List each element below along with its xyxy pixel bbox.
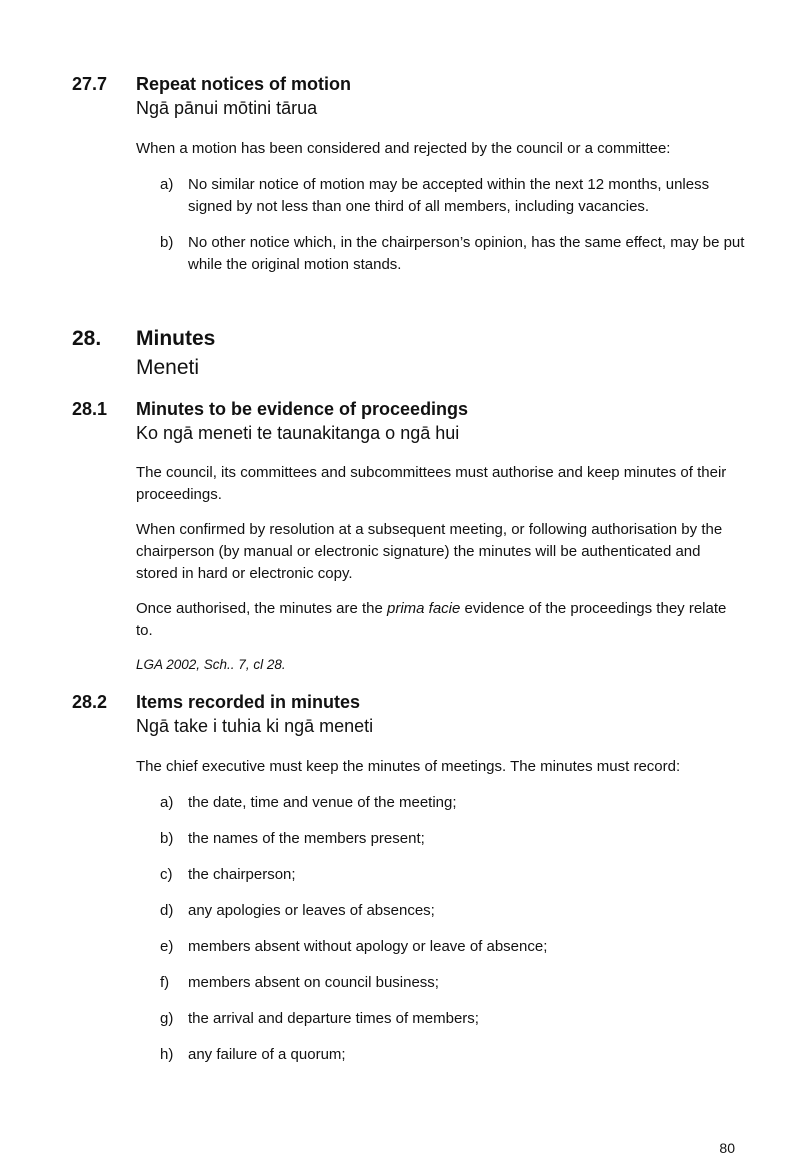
list-item: any apologies or leaves of absences; [188,902,435,919]
list-item-marker: h) [160,1046,174,1063]
list-item: the chairperson; [188,866,296,883]
paragraph: When confirmed by resolution at a subsequent meeting, or following authorisation by the chairperson (by manual or electronic signature) the minutes will be authenticated and stored in hard or electronic copy. [136,521,723,582]
paragraph: The council, its committees and subcommittees must authorise and keep minutes of their proceedings. [136,464,727,503]
list-item-marker: a) [160,794,174,811]
list-item: the arrival and departure times of members; [188,1010,479,1027]
section-number: 27.7 [72,74,108,94]
list-item: members absent without apology or leave of absence; [188,938,548,955]
paragraph [136,598,736,642]
paragraph-text: evidence of the proceedings they relate to. [136,600,727,639]
list-item-marker: a) [160,176,174,193]
section-heading: Minutes [136,327,216,350]
list-item: No similar notice of motion may be accepted within the next 12 months, unless signed by not less than one third of all members, including vacancies. [188,176,710,215]
latin-term: prima facie [386,600,461,617]
list-item-marker: b) [160,830,174,847]
legal-citation: LGA 2002, Sch.. 7, cl 28. [136,657,286,672]
list-item: members absent on council business; [188,974,439,991]
list-item: No other notice which, in the chairperson’s opinion, has the same effect, may be put while the original motion stands. [188,234,745,273]
section-subheading: Ngā take i tuhia ki ngā meneti [136,716,374,736]
list-item: the names of the members present; [188,830,425,847]
paragraph: The chief executive must keep the minutes of meetings. The minutes must record: [136,758,681,775]
list-item: any failure of a quorum; [188,1046,346,1063]
section-subheading: Ngā pānui mōtini tārua [136,98,318,118]
list-item-marker: e) [160,938,174,955]
paragraph: When a motion has been considered and rejected by the council or a committee: [136,140,671,157]
section-heading: Items recorded in minutes [136,692,361,712]
list-item-marker: b) [160,234,174,251]
list-item-marker: c) [160,866,173,883]
paragraph-text: Once authorised, the minutes are the [136,600,387,617]
section-heading: Repeat notices of motion [136,74,352,94]
list-item-marker: d) [160,902,174,919]
section-heading: Minutes to be evidence of proceedings [136,399,469,419]
list-item: the date, time and venue of the meeting; [188,794,457,811]
list-item-marker: f) [160,974,170,991]
section-number: 28. [72,327,102,350]
section-number: 28.1 [72,399,108,419]
section-subheading: Meneti [136,356,200,379]
list-item-marker: g) [160,1010,174,1027]
page-number: 80 [719,1140,735,1156]
section-subheading: Ko ngā meneti te taunakitanga o ngā hui [136,423,460,443]
section-number: 28.2 [72,692,108,712]
